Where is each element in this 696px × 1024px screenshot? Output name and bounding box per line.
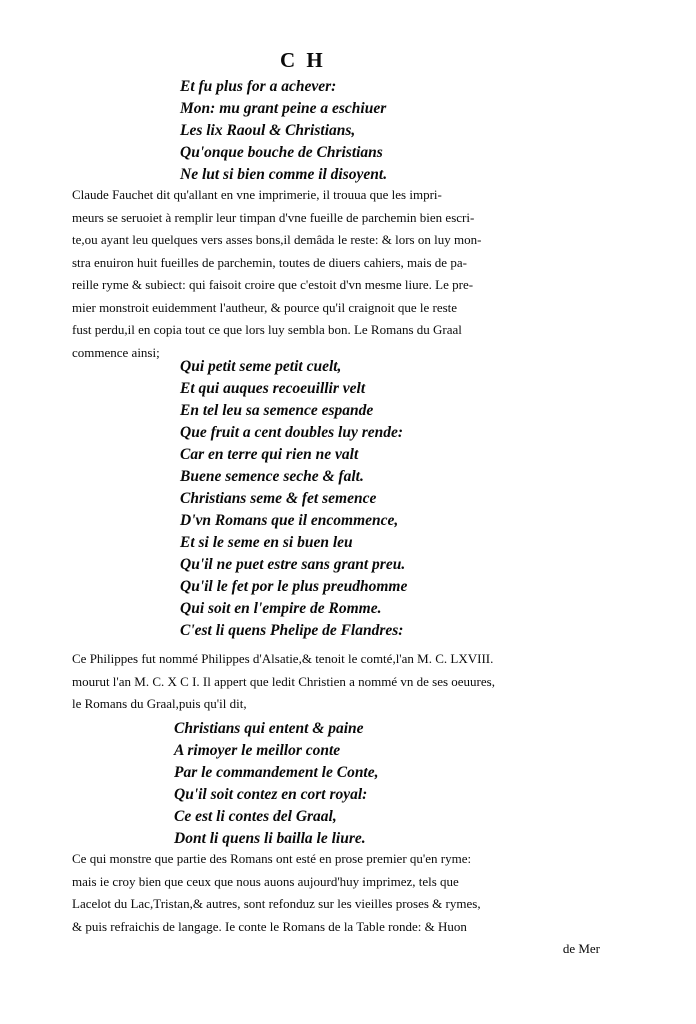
text-line: mourut l'an M. C. X C I. Il appert que ledit Christien a nommé vn de ses oeuures,: [72, 673, 495, 689]
text-line: le Romans du Graal,puis qu'il dit,: [72, 696, 247, 711]
text-line: C'est li quens Phelipe de Flandres:: [180, 622, 404, 639]
text-line: Qui soit en l'empire de Romme.: [180, 600, 382, 617]
text-line: fust perdu,il en copia tout ce que lors luy sembla bon. Le Romans du Graal: [72, 322, 462, 337]
text-line: mais ie croy bien que ceux que nous auons aujourd'huy imprimez, tels que: [72, 873, 459, 889]
verse-block-3: [174, 718, 379, 850]
text-line: Lacelot du Lac,Tristan,& autres, sont refonduz sur les vieilles proses & rymes,: [72, 896, 481, 911]
text-line: Buene semence seche & falt.: [180, 468, 364, 485]
text-line: Christians seme & fet semence: [180, 490, 377, 507]
text-line: meurs se seruoiet à remplir leur timpan d'vne fueille de parchemin bien escri-: [72, 209, 475, 225]
catchword: de Mer: [562, 941, 600, 956]
text-line: D'vn Romans que il encommence,: [180, 512, 399, 529]
text-line: Qu'il le fet por le plus preudhomme: [180, 578, 408, 595]
text-line: Qui petit seme petit cuelt,: [180, 358, 342, 375]
text-line: mier monstroit euidemment l'autheur, & pource qu'il craignoit que le reste: [72, 299, 458, 315]
text-line: Et si le seme en si buen leu: [180, 534, 353, 551]
prose-block-3: [72, 848, 600, 938]
text-line: Et fu plus for a achever:: [180, 78, 337, 95]
text-line: Christians qui entent & paine: [174, 720, 364, 737]
prose-block-1: [72, 184, 600, 364]
text-line: reille ryme & subiect: qui faisoit croire que c'estoit d'vn mesme liure. Le pre-: [72, 277, 474, 292]
text-line: Ne lut si bien comme il disoyent.: [180, 166, 388, 183]
verse-block-2: [180, 356, 407, 642]
prose-block-2: [72, 648, 600, 716]
text-line: Ce est li contes del Graal,: [174, 808, 337, 825]
text-line: Ce qui monstre que partie des Romans ont esté en prose premier qu'en ryme:: [72, 851, 472, 866]
text-line: & puis refraichis de langage. Ie conte le Romans de la Table ronde: & Huon: [72, 918, 467, 934]
text-line: Les lix Raoul & Christians,: [180, 122, 356, 139]
text-line: Dont li quens li bailla le liure.: [174, 830, 366, 847]
text-line: Claude Fauchet dit qu'allant en vne imprimerie, il trouua que les impri-: [72, 187, 442, 202]
text-line: Que fruit a cent doubles luy rende:: [180, 424, 404, 441]
text-line: stra enuiron huit fueilles de parchemin, toutes de diuers cahiers, mais de pa-: [72, 254, 467, 270]
text-line: Qu'il ne puet estre sans grant preu.: [180, 556, 406, 573]
verse-block-1: [180, 76, 387, 186]
text-line: Par le commandement le Conte,: [174, 764, 379, 781]
text-line: Qu'il soit contez en cort royal:: [174, 786, 368, 803]
text-line: Qu'onque bouche de Christians: [180, 144, 383, 161]
text-line: En tel leu sa semence espande: [180, 402, 374, 419]
text-line: Mon: mu grant peine a eschiuer: [180, 100, 387, 117]
text-line: Car en terre qui rien ne valt: [180, 446, 359, 463]
text-line: Et qui auques recoeuillir velt: [180, 380, 366, 397]
running-title: C H: [280, 48, 326, 72]
text-line: te,ou ayant leu quelques vers asses bons,il demâda le reste: & lors on luy mon-: [72, 232, 482, 247]
text-line: Ce Philippes fut nommé Philippes d'Alsatie,& tenoit le comté,l'an M. C. LXVIII.: [72, 651, 494, 666]
catchword-container: [72, 938, 600, 961]
text-line: commence ainsi;: [72, 344, 160, 360]
text-line: A rimoyer le meillor conte: [174, 742, 341, 759]
